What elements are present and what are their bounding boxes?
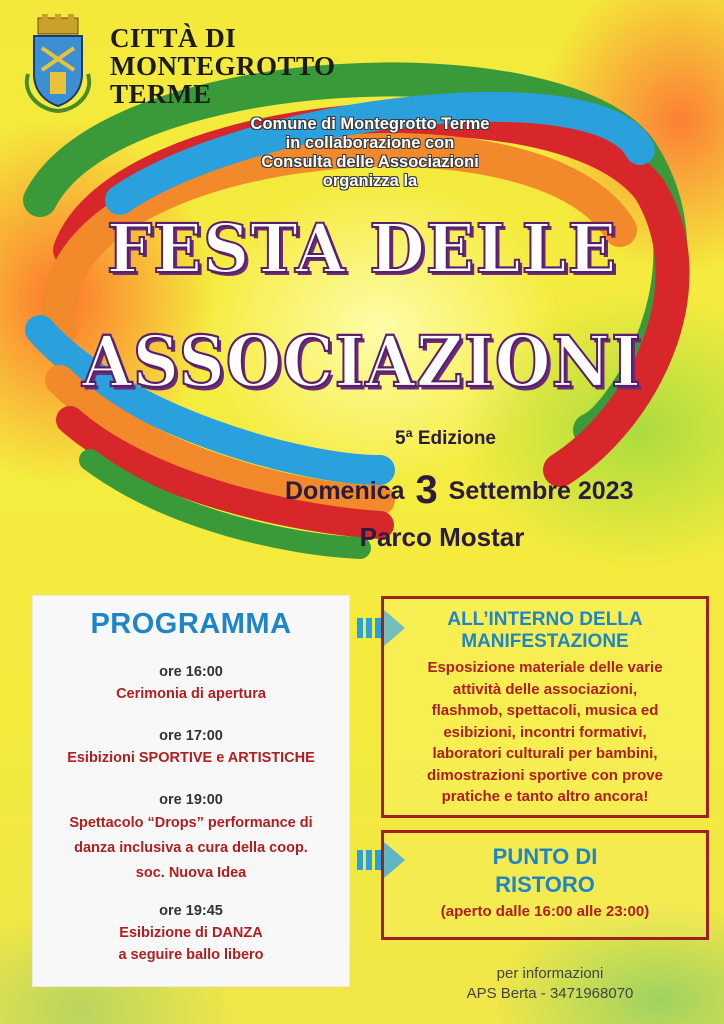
- event-title-line-2: ASSOCIAZIONI: [82, 321, 642, 404]
- heading-line: RISTORO: [495, 872, 595, 897]
- ristoro-heading: [384, 843, 706, 899]
- event-place: Parco Mostar: [359, 522, 525, 552]
- contact-info: [440, 964, 660, 1004]
- programma-desc: Esibizione di DANZA: [119, 925, 263, 941]
- manifestazione-heading: [384, 609, 706, 653]
- date-weekday: Domenica: [285, 477, 405, 505]
- heading-line: MANIFESTAZIONE: [461, 631, 629, 652]
- programma-desc: danza inclusiva a cura della coop.: [74, 840, 308, 856]
- intro-line: organizza la: [322, 172, 418, 190]
- intro-line: in collaborazione con: [285, 134, 455, 152]
- programma-item: [33, 725, 349, 769]
- programma-time: ore 17:00: [159, 728, 223, 744]
- organizer-intro: [180, 115, 560, 191]
- intro-line: Consulta delle Associazioni: [261, 153, 479, 171]
- event-date: [285, 468, 633, 513]
- manifestazione-box: [381, 596, 709, 818]
- city-name-line: CITTÀ DI: [110, 23, 237, 53]
- body-line: pratiche e tanto altro ancora!: [441, 788, 649, 805]
- body-line: attività delle associazioni,: [452, 680, 638, 698]
- edition-label: 5ª Edizione: [395, 428, 496, 449]
- programma-time: ore 19:00: [159, 792, 223, 808]
- city-coat-of-arms-icon: [20, 14, 96, 114]
- programma-desc: a seguire ballo libero: [118, 947, 264, 963]
- programma-item: [33, 661, 349, 705]
- programma-title: PROGRAMMA: [90, 608, 292, 640]
- city-name-line: TERME: [110, 79, 212, 109]
- programma-item: [33, 900, 349, 966]
- body-line: flashmob, spettacoli, musica ed: [431, 702, 659, 719]
- body-line: Esposizione materiale delle varie: [427, 659, 663, 676]
- contact-value: APS Berta - 3471968070: [466, 985, 634, 1002]
- programma-desc: Cerimonia di apertura: [116, 686, 266, 702]
- date-month-year: Settembre 2023: [448, 477, 634, 505]
- body-line: esibizioni, incontri formativi,: [443, 723, 647, 741]
- ristoro-box: [381, 830, 709, 940]
- programma-time: ore 16:00: [159, 664, 223, 680]
- manifestazione-body: [384, 657, 706, 808]
- programma-desc: Esibizioni SPORTIVE e ARTISTICHE: [67, 750, 315, 766]
- programma-desc: Spettacolo “Drops” performance di: [69, 815, 313, 831]
- programma-box: [33, 596, 349, 986]
- body-line: dimostrazioni sportive con prove: [427, 766, 663, 784]
- city-name-line: MONTEGROTTO: [110, 51, 336, 81]
- date-day: 3: [415, 468, 438, 512]
- programma-item: [33, 789, 349, 886]
- body-line: laboratori culturali per bambini,: [432, 745, 658, 762]
- contact-label: per informazioni: [496, 965, 604, 982]
- intro-line: Comune di Montegrotto Terme: [250, 115, 490, 133]
- heading-line: ALL’INTERNO DELLA: [447, 609, 643, 630]
- heading-line: PUNTO DI: [492, 844, 598, 869]
- city-name: [110, 24, 336, 108]
- ristoro-hours: (aperto dalle 16:00 alle 23:00): [440, 903, 650, 920]
- programma-time: ore 19:45: [159, 903, 223, 919]
- programma-desc: soc. Nuova Idea: [135, 865, 247, 881]
- event-title-line-1: FESTA DELLE: [106, 210, 618, 289]
